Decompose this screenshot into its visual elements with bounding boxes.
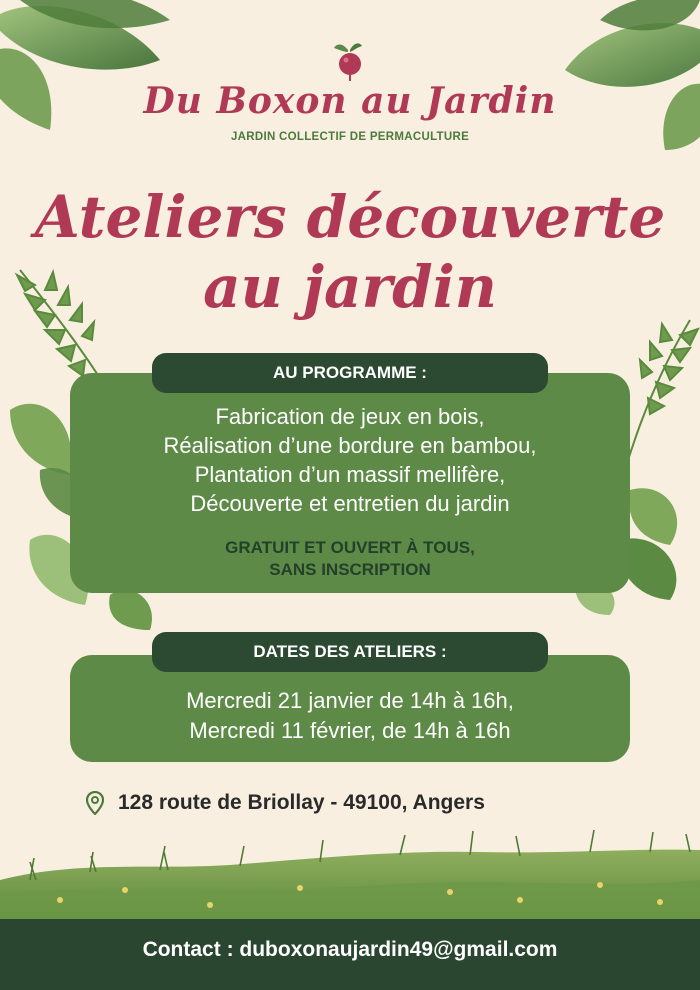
leaf-cluster-top-right (565, 0, 700, 150)
program-item: Réalisation d’une bordure en bambou, (163, 433, 537, 458)
date-item: Mercredi 21 janvier de 14h à 16h, (186, 688, 514, 713)
fern-right (625, 320, 698, 470)
main-title-line-2: au jardin (203, 253, 497, 321)
brand-tagline: JARDIN COLLECTIF DE PERMACULTURE (230, 131, 470, 143)
program-item: Fabrication de jeux en bois, (215, 404, 485, 429)
program-heading: AU PROGRAMME : (152, 353, 548, 393)
contact-email[interactable]: Contact : duboxonaujardin49@gmail.com (142, 938, 558, 961)
map-pin-icon (86, 791, 104, 815)
program-item: Découverte et entretien du jardin (190, 491, 510, 516)
radish-logo-icon (328, 38, 372, 82)
free-note-line-1: GRATUIT ET OUVERT À TOUS, (225, 538, 475, 557)
grass-strip (0, 830, 700, 920)
dates-list (70, 686, 630, 746)
program-item: Plantation d’un massif mellifère, (194, 462, 506, 487)
free-note-line-2: SANS INSCRIPTION (269, 560, 431, 579)
address-row (86, 788, 485, 818)
brand-name: Du Boxon au Jardin (143, 80, 557, 122)
main-title-line-1: Ateliers découverte (34, 183, 666, 251)
program-list (70, 402, 630, 518)
dates-heading: DATES DES ATELIERS : (152, 632, 548, 672)
date-item: Mercredi 11 février, de 14h à 16h (189, 718, 511, 743)
address-text: 128 route de Briollay - 49100, Angers (118, 791, 485, 814)
